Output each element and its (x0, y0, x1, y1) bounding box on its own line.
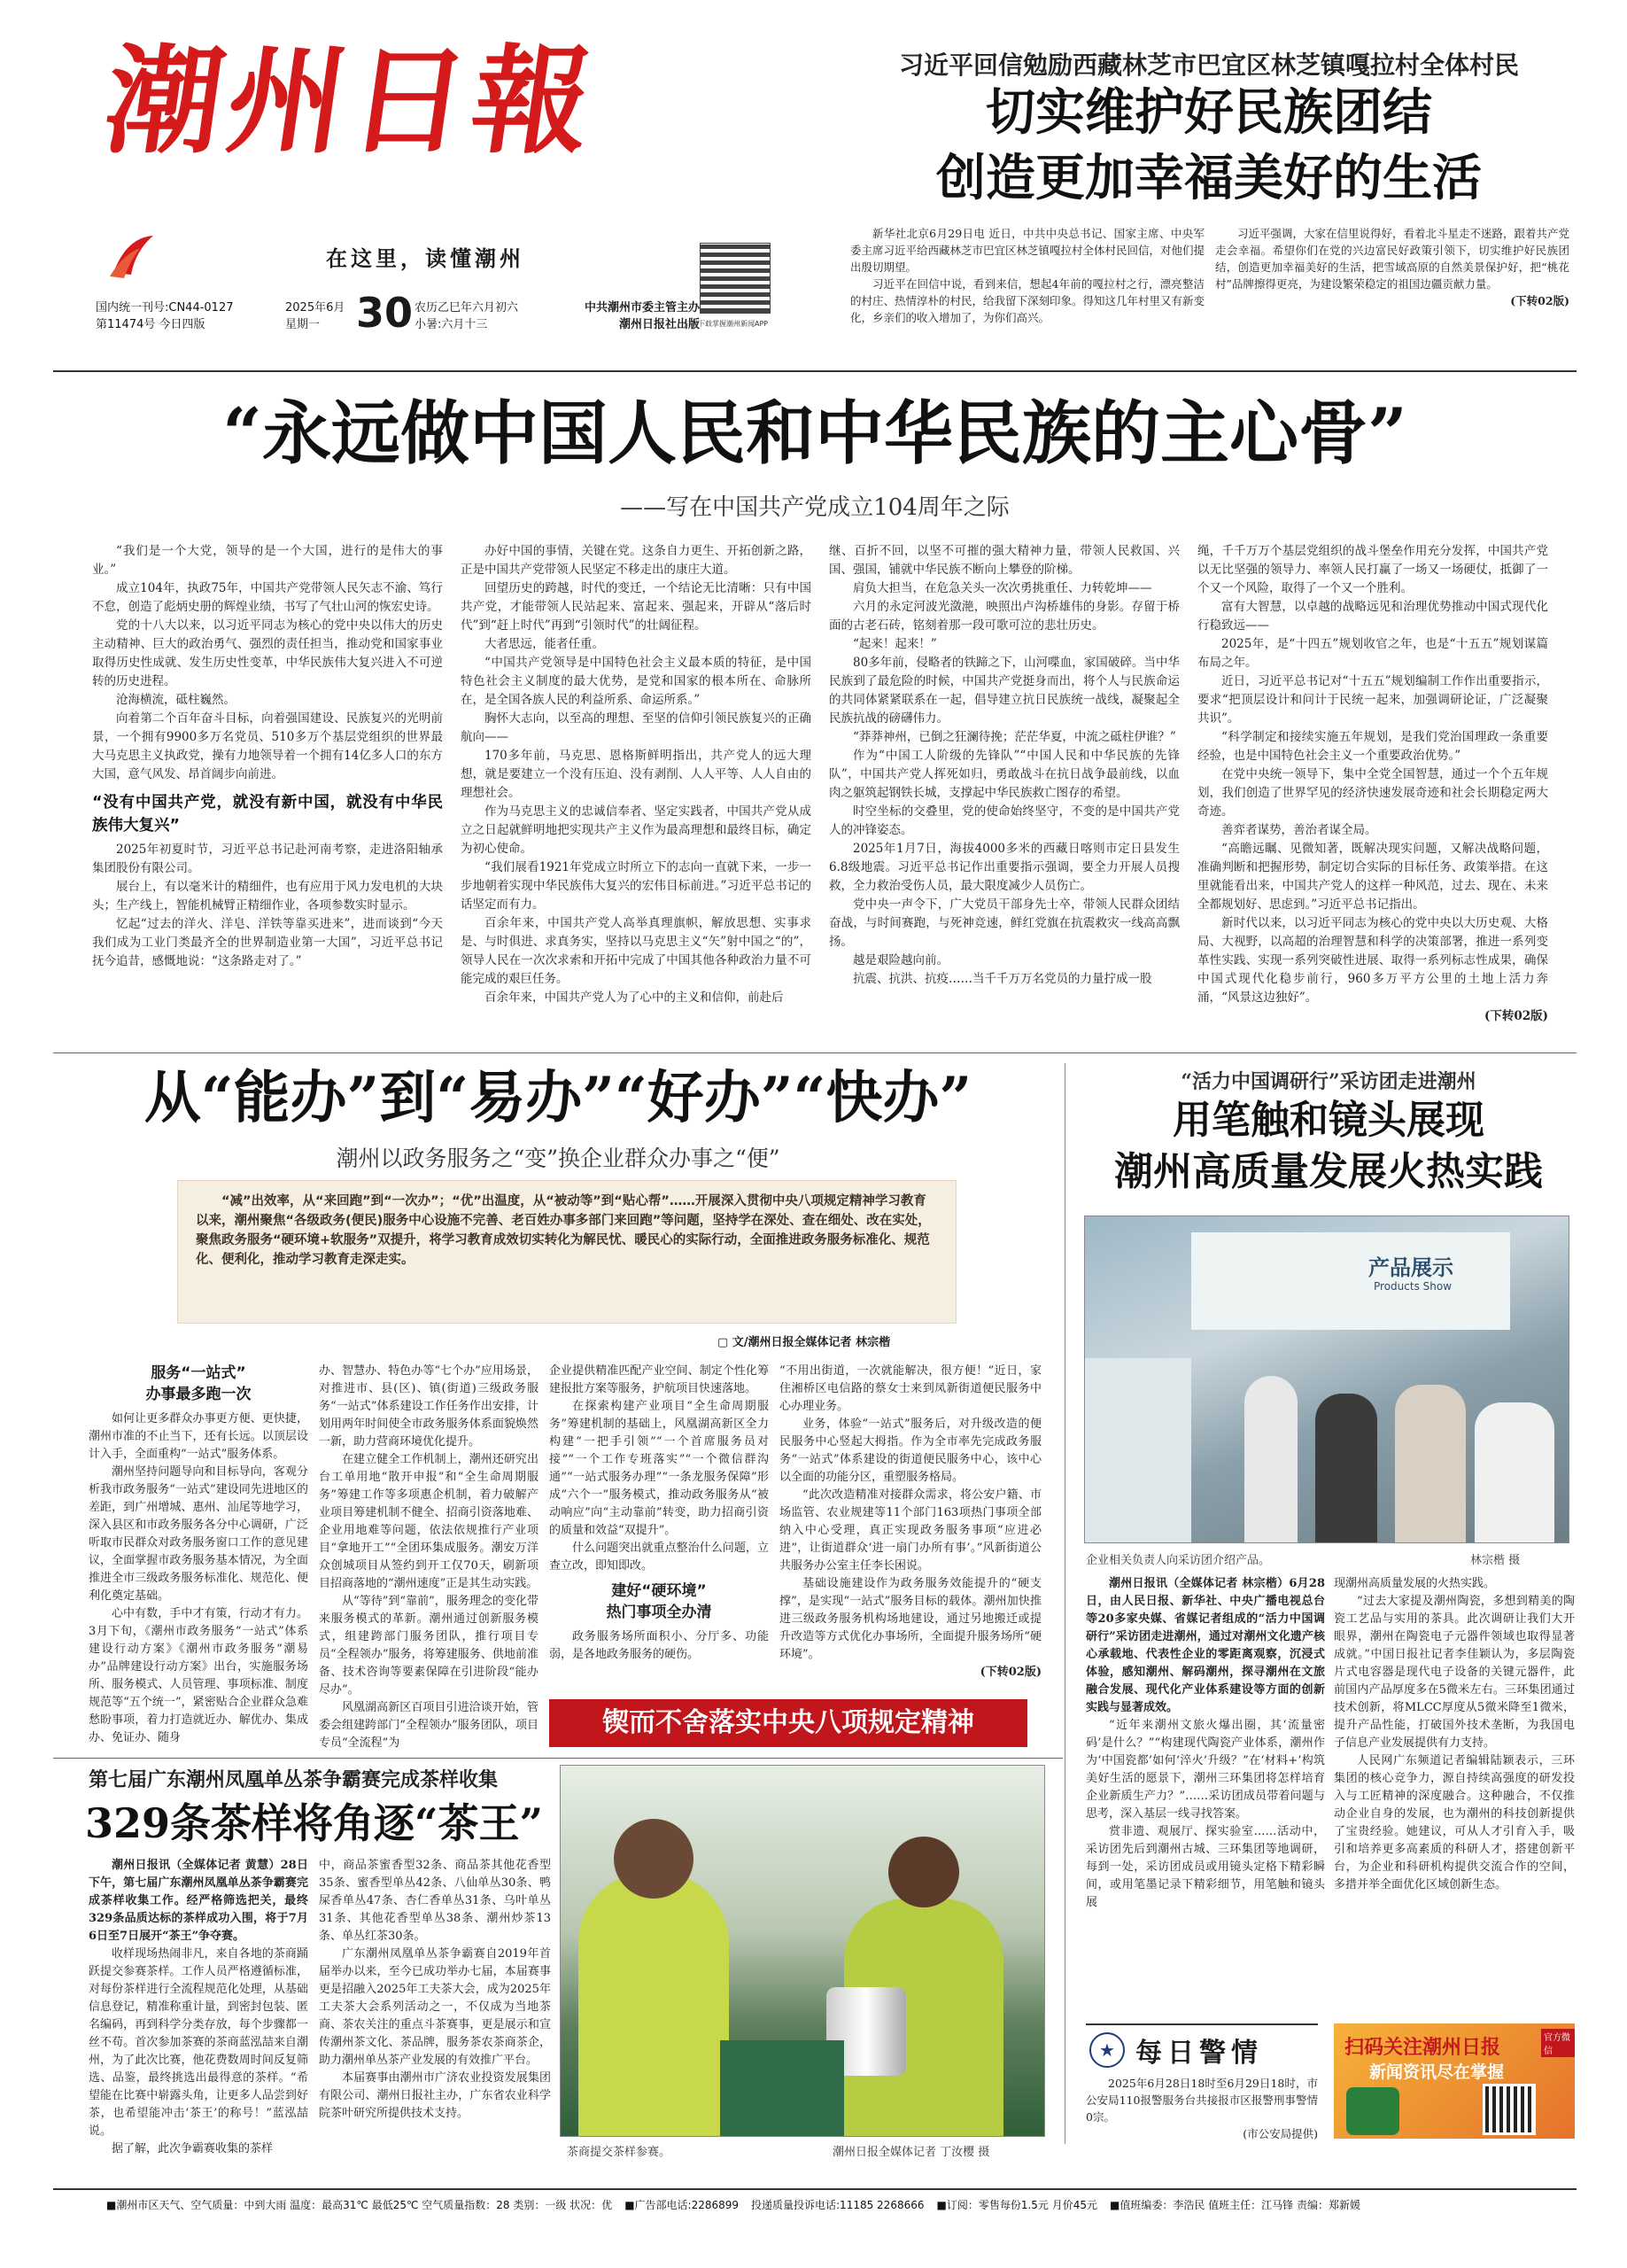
gov-col3: 企业提供精准匹配产业空间、制定个性化筹建报批方案等服务，护航项目快速落地。 在探索构建产业项目“全生命周期服务”筹建机制的基础上，风凰湖高新区全力构建“一把手引领”“一个首席服务员对接”“一个工作专班落实”“一个微信群沟通”“一站式服务办理”“一条龙服务保障”形成“六个一”服务模式，推动政务服务从“被动响应”向“主动靠前”转变，助力招商引资的质量和效益“双提升”。 什么问题突出就重点整治什么问题，立查立改，即知即改。 建好“硬环境” 热门事项全办清 政务服务场所面积小、分厅多、功能弱，是各地政务服务的硬伤。 (549, 1364, 769, 1661)
lead-story-title: “永远做中国人民和中华民族的主心骨” (222, 393, 1407, 474)
ad-line2: 新闻资讯尽在掌握 (1369, 2062, 1505, 2082)
newspaper-logo: 潮州日報 (97, 33, 605, 170)
lunar-date: 农历乙巳年六月初六 小暑:六月十三 (414, 301, 519, 331)
person-figure (1475, 1402, 1554, 1543)
table (720, 2040, 844, 2137)
right-story-kicker: “活力中国调研行”采访团走进潮州 (1181, 1070, 1476, 1093)
gov-col2: 办、智慧办、特色办等“七个办”应用场景，对推进市、县(区)、镇(街道)三级政务服务“一站式”体系建设工作任务作出安排，计划用两年时间使全市政务服务体系面貌焕然一新，助力营商环境优化提升。 在建立健全工作机制上，潮州还研究出台工单用地“散开申报”和“全生命周期服务”筹建工作等多项惠企机制，着力破解产业项目筹建机制不健全、招商引资落地难、企业用地难等问题，依法依规推行产业项目“拿地开工”“全团环集成服务。潮安万洋众创城项目从签约到开工仅70天，刷新项目招商落地的“潮州速度”正是其生动实践。 从“等待”到“靠前”，服务理念的变化带来服务模式的革新。潮州通过创新服务模式，组建跨部门服务团队，推行项目专员“全程领办”服务，将筹建服务、供地前准备、技术咨询等要素保障在引进阶段“能办尽办”。 风凰湖高新区百项目引进洽谈开始，管委会组建跨部门“全程领办”服务团队，项目专员“全流程”为 (319, 1364, 538, 1750)
right-story-title-2: 潮州高质量发展火热实践 (1114, 1149, 1543, 1194)
footer-subscribe: ■订阅：零售每份1.5元 月价45元 (936, 2199, 1098, 2211)
display-case (1085, 1358, 1191, 1543)
masthead (97, 33, 762, 204)
person-figure (1395, 1385, 1466, 1543)
phone-icon (1346, 2087, 1399, 2135)
gov-col4: “不用出街道，一次就能解决，很方便！”近日，家住湘桥区电信路的蔡女士来到凤新街道便民服务中心办理业务。 业务，体验“一站式”服务后，对升级改造的便民服务中心竖起大拇指。作为全市率先完成政务服务“一站式”体系建设的街道便民服务中心，该中心以全面的功能分区，重塑服务格局。 “此次改造精准对接群众需求，将公安户籍、市场监管、农业规建等11个部门163项热门事项全部纳入中心受理，真正实现政务服务事项“应进必进”，让街道群众‘进一扇门办所有事’。”风新街道公共服务办公室主任李长困说。 基础设施建设作为政务服务效能提升的“硬支撑”，是实现“一站式”服务目标的载体。潮州加快推进三级政务服务机构场地建设，通过另地搬迁或提升改造等方式优化办事场所，全面提升服务场所“硬环境”。 (下转02版) (779, 1364, 1042, 1679)
ad-line1: 扫码关注潮州日报 (1344, 2037, 1501, 2059)
ad-qr-code[interactable] (1483, 2084, 1536, 2135)
footer (106, 2197, 1577, 2212)
slogan: 在这里，读懂潮州 (326, 245, 524, 271)
issue-info: 国内统一刊号:CN44-0127 第11474号 今日四版 (96, 301, 234, 331)
sponsor-info: 中共潮州市委主管主办 潮州日报社出版 (585, 301, 701, 331)
divider (53, 1758, 1063, 1759)
right-story-title-1: 用笔触和镜头展现 (1173, 1098, 1484, 1143)
footer-editor: ■值班编委：李浩民 值班主任：江马锋 责编：郑新媛 (1110, 2199, 1360, 2211)
person-head (888, 1837, 959, 1907)
right-photo-credit: 林宗楷 摄 (1470, 1554, 1521, 1567)
footer-rule (53, 2188, 1577, 2190)
police-box (1086, 2023, 1318, 2139)
gov-subhead-2: 建好“硬环境” 热门事项全办清 (606, 1582, 712, 1621)
right-col1: 潮州日报讯（全媒体记者 林宗楷）6月28日，由人民日报、新华社、中央广播电视总台等20多家央媒、省媒记者组成的“活力中国调研行”采访团走进潮州，通过对潮州文化遗产核心承载地、代表性企业的零距离观察，沉浸式体验，感知潮州、解码潮州，探寻潮州在文旅融合发展、现代化产业体系建设等方面的创新实践与显著成效。 “近年来潮州文旅火爆出圈，其‘流量密码’是什么？”“构建现代陶瓷产业体系，潮州作为‘中国瓷都’如何‘淬火’升级？”在‘材料+’构筑美好生活的愿景下，潮州三环集团将怎样培育企业新质生产力？”……采访团成员带着问题与思考，深入基层一线寻找答案。 赏非遗、观展厅、探实验室……活动中，采访团先后到潮州古城、三环集团等地调研，每到一处，采访团成员或用镜头定格下精彩瞬间，或用笔墨记录下精彩细节，用笔触和镜头展 (1086, 1577, 1325, 1909)
ad-tag: 官方微信 (1541, 2029, 1575, 2057)
tea-photo-caption: 茶商提交茶样参赛。 (567, 2146, 671, 2159)
lead-col3: 继、百折不回，以坚不可摧的强大精神力量，带领人民救国、兴国、强国，铺就中华民族不断向上攀登的阶梯。 肩负大担当，在危急关头一次次勇挑重任、力转乾坤—— 六月的永定河波光潋滟，映照出卢沟桥雄伟的身影。存留于桥面的古老石砖，铭刻着那一段可歌可泣的悲壮历史。 “起来！起来！” 80多年前，侵略者的铁蹄之下，山河喋血，家国破碎。当中华民族到了最危险的时候，中国共产党挺身而出，将个人与民族命运的共同体紧紧联系在一起，倡导建立抗日民族统一战线，凝聚起全民族抗战的磅礴伟力。 “莽莽神州，已倒之狂澜待挽；茫茫华夏，中流之砥柱伊谁？” 作为“中国工人阶级的先锋队”“中国人民和中华民族的先锋队”，中国共产党人挥死如归，勇敢战斗在抗日战争最前线，以血肉之躯筑起钢铁长城，支撑起中华民族救亡图存的希望。 时空坐标的交叠里，党的使命始终坚守，不变的是中国共产党人的冲锋姿态。 2025年1月7日，海拔4000多米的西藏日喀则市定日县发生6.8级地震。习近平总书记作出重要指示强调，要全力开展人员搜救，全力救治受伤人员，最大限度减少人员伤亡。 党中央一声令下，广大党员干部身先士卒，带领人民群众团结奋战，与时间赛跑，与死神竞速，鲜红党旗在抗震救灾一线高高飘扬。 越是艰险越向前。 抗震、抗洪、抗疫……当千千万万名党员的力量拧成一股 (829, 544, 1180, 986)
showroom-wall: 产品展示 Products Show (1191, 1232, 1510, 1330)
top-story-title-1: 切实维护好民族团结 (986, 83, 1432, 142)
police-title: 每日警情 (1135, 2038, 1263, 2069)
tea-photo-credit: 潮州日报全媒体记者 丁汝樱 摄 (833, 2146, 990, 2159)
divider (53, 370, 1577, 372)
tea-col2: 中，商品茶蜜香型32条、商品茶其他花香型35条、蜜香型单丛42条、八仙单丛30条、鸭屎香单丛47条、杏仁香单丛31条、乌叶单丛31条、其他花香型单丛38条、潮州炒茶13条、单丛红茶30条。 广东潮州凤凰单丛茶争霸赛自2019年首届举办以来，至今已成功举办七届，本届赛事更是招融入2025年工夫茶大会，成为2025年工夫茶大会系列活动之一，不仅成为当地茶商、茶农关注的重点斗茶赛事，更是展示和宣传潮州茶文化、茶品牌，服务茶农茶商茶企，助力潮州单丛茶产业发展的有效推广平台。 本届赛事由潮州市广济农业投资发展集团有限公司、潮州日报社主办，广东省农业科学院茶叶研究所提供技术支持。 (319, 1859, 551, 2120)
date-block: 2025年6月 星期一 (285, 301, 345, 331)
top-story-col1: 新华社北京6月29日电 近日，中共中央总书记、国家主席、中央军委主席习近平给西藏林芝市巴宜区林芝镇嘎拉村全体村民回信，对他们提出殷切期望。 习近平在回信中说，看到来信，想起4年前的嘎拉村之行，漂亮整洁的村庄、热情淳朴的村民，给我留下深刻印象。得知这几年村里又有新变化，乡亲们的收入增加了，为你们高兴。 (850, 227, 1205, 324)
footer-complaint: 投递质量投诉电话:11185 2268666 (751, 2199, 925, 2211)
wechat-ad[interactable] (1334, 2023, 1575, 2139)
lead-col1: “我们是一个大党，领导的是一个大国，进行的是伟大的事业。” 成立104年，执政75年，中国共产党带领人民矢志不渝、笃行不怠，创造了彪炳史册的辉煌业绩，书写了气壮山河的恢宏史诗。 党的十八大以来，以习近平同志为核心的党中央以伟大的历史主动精神、巨大的政治勇气、强烈的责任担当，推动党和国家事业取得历史性成就、发生历史性变革，中华民族伟大复兴进入不可逆转的历史进程。 沧海横流，砥柱巍然。 向着第二个百年奋斗目标，向着强国建设、民族复兴的光明前景，一个拥有9900多万名党员、510多万个基层党组织的世界最大马克思主义执政党，操有力地领导着一个拥有14亿多人口的东方大国，意气风发、昂首阔步向前进。 “没有中国共产党，就没有新中国，就没有中华民族伟大复兴” 2025年初夏时节，习近平总书记赴河南考察，走进洛阳轴承集团股份有限公司。 展台上，有以毫米计的精细件，也有应用于风力发电机的大块头；生产线上，智能机械臂正精细作业，各项参数实时显示。 忆起“过去的洋火、洋皂、洋铁等靠买进来”，进而谈到“今天我们成为工业门类最齐全的世界制造业第一大国”，习近平总书记抚今追昔，感慨地说：“这条路走对了。” (92, 544, 443, 968)
tea-col1: 潮州日报讯（全媒体记者 黄慧）28日下午，第七届广东潮州凤凰单丛茶争霸赛完成茶样收集工作。经严格筛选把关，最终329条品质达标的茶样成功入围，将于7月6日至7日展开“茶王”争夺赛。 收样现场热闹非凡，来自各地的茶商踊跃提交参赛茶样。工作人员严格遵循标准，对每份茶样进行全流程规范化处理，从基础信息登记，精准称重计量，到密封包装、匿名编码，再到科学分类存放，每个步骤都一丝不苟。首次参加茶赛的茶商蓝泓喆来自潮州，为了此次比赛，他花费数周时间反复筛选、品鉴，最终挑选出最得意的茶样。“希望能在比赛中崭露头角，让更多人品尝到好茶，也希望能冲击‘茶王’的称号！”蓝泓喆说。 据了解，此次争霸赛收集的茶样 (89, 1859, 308, 2155)
person-figure (1244, 1376, 1298, 1543)
tea-photo (560, 1765, 1045, 2137)
gov-byline: ▢ 文/潮州日报全媒体记者 林宗楷 (717, 1336, 891, 1349)
gov-story-title: 从“能办”到“易办”“好办”“快办” (143, 1065, 972, 1131)
lead-story-subtitle: ——写在中国共产党成立104周年之际 (620, 494, 1010, 521)
right-story-photo (1084, 1216, 1569, 1543)
police-badge-icon: ★ (1089, 2032, 1125, 2068)
right-col2: 现潮州高质量发展的火热实践。 “过去大家提及潮州陶瓷，多想到精美的陶瓷工艺品与实用的茶具。此次调研让我们大开眼界，潮州在陶瓷电子元器件领域也取得显著成就。”中国日报社记者李佳颖认为，多层陶瓷片式电容器是现代电子设备的关键元器件，此前国内产品厚度多在5微米左右。三环集团通过技术创新，将MLCC厚度从5微米降至1微米，提升产品性能，打破国外技术垄断，为我国电子信息产业发展提供有力支持。 人民网广东频道记者编辑陆颖表示，三环集团的核心竞争力，源自持续高强度的研发投入与工匠精神的深度融合。这种融合，不仅推动企业自身的发展，也为潮州的科技创新提供了宝贵经验。她建议，可从人才引育入手，吸引和培养更多高素质的科研人才，搭建创新平台，为企业和科研机构提供交流合作的空间，多措并举全面优化区域创新生态。 (1334, 1577, 1575, 1891)
tea-story-kicker: 第七届广东潮州凤凰单丛茶争霸赛完成茶样收集 (89, 1768, 499, 1791)
footer-ad-phone: ■广告部电话:2286899 (624, 2199, 740, 2211)
lead-col2: 办好中国的事情，关键在党。这条自力更生、开拓创新之路，正是中国共产党带领人民坚定不移走出的康庄大道。 回望历史的跨越，时代的变迁，一个结论无比清晰：只有中国共产党，才能带领人民站起来、富起来、强起来，开辟从“落后时代”到“赶上时代”再到“引领时代”的壮阔征程。 大者思远，能者任重。 “中国共产党领导是中国特色社会主义最本质的特征，是中国特色社会主义制度的最大优势，是党和国家的根本所在、命脉所在，是全国各族人民的利益所系、命运所系。” 胸怀大志向，以至高的理想、至坚的信仰引领民族复兴的正确航向—— 170多年前，马克思、恩格斯鲜明指出，共产党人的远大理想，就是要建立一个没有压迫、没有剥削、人人平等、人人自由的理想社会。 作为马克思主义的忠诚信奉者、坚定实践者，中国共产党从成立之日起就鲜明地把实现共产主义作为最高理想和最终目标，确定为初心使命。 “我们展看1921年党成立时所立下的志向一直就下来，一步一步地朝着实现中华民族伟大复兴的宏伟目标前进。”习近平总书记的话坚定而有力。 百余年来，中国共产党人高举真理旗帜，解放思想、实事求是、与时俱进、求真务实，坚持以马克思主义“矢”射中国之“的”，领导人民在一次次求索和开拓中完成了中国其他各种政治力量不可能完成的艰巨任务。 百余年来，中国共产党人为了心中的主义和信仰，前赴后 (461, 544, 811, 1005)
top-story-kicker: 习近平回信勉励西藏林芝市巴宜区林芝镇嘎拉村全体村民 (898, 50, 1519, 80)
lead-subhead: “没有中国共产党，就没有新中国，就没有中华民族伟大复兴” (92, 794, 443, 835)
person-head (614, 1819, 693, 1899)
police-text: 2025年6月28日18时至6月29日18时，市公安局110报警服务台共接报市区报警刑事警情0宗。 (市公安局提供) (1086, 2077, 1318, 2140)
right-photo-caption: 企业相关负责人向采访团介绍产品。 (1086, 1554, 1271, 1567)
gov-story-subtitle: 潮州以政务服务之“变”换企业群众办事之“便” (336, 1146, 780, 1171)
date-day: 30 (356, 289, 414, 337)
person-figure (578, 1872, 729, 2137)
qr-code[interactable] (700, 243, 771, 314)
gov-col1: 如何让更多群众办事更方便、更快捷，潮州市准的不止当下，还有长远。以顶层设计入手，全面重构“一站式”服务体系。 潮州坚持问题导向和目标导向，客观分析我市政务服务“一站式”建设同先进地区的差距，到广州增城、惠州、汕尾等地学习，深入县区和市政务服务各分中心调研，广泛听取市民群众对政务服务窗口工作的意见建议，全面掌握市政务服务基本情况，为全面推进全市三级政务服务标准化、规范化、便利化奠定基础。 心中有数，手中才有策，行动才有力。3月下旬，《潮州市政务服务“一站式”体系建设行动方案》《潮州市政务服务“潮易办”品牌建设行动方案》出台，实施服务场所、服务模式、人员管理、事项标准、制度规范等“五个统一”，紧密贴合企业群众急难愁盼事项，着力打造就近办、解优办、集成办、免证办、随身 (89, 1412, 308, 1744)
logo-emblem-icon (105, 229, 158, 282)
gov-subhead-1: 服务“一站式” 办事最多跑一次 (145, 1364, 252, 1403)
banner-eight-rules: 锲而不舍落实中央八项规定精神 (549, 1699, 1027, 1747)
qr-label: 扫码下载掌握潮州新闻APP (684, 320, 769, 328)
gov-story-lead-box: “减”出效率，从“来回跑”到“一次办”；“优”出温度，从“被动等”到“贴心帮”……开展深入贯彻中央八项规定精神学习教育以来，潮州聚焦“各级政务(便民)服务中心设施不完善、老百姓办事多部门来回跑”等问题，坚持学在深处、查在细处、改在实处，聚焦政务服务“硬环境+软服务”双提升，将学习教育成效切实转化为解民忧、暖民心的实际行动，全面推进政务服务标准化、规范化、便利化，推动学习教育走深走实。 (177, 1180, 957, 1324)
lead-col4: 绳，千千万万个基层党组织的战斗堡垒作用充分发挥，中国共产党以无比坚强的领导力、率领人民打赢了一场又一场硬仗，抵御了一个又一个风险，取得了一个又一个胜利。 富有大智慧，以卓越的战略远见和治理优势推动中国式现代化行稳致远—— 2025年，是“十四五”规划收官之年，也是“十五五”规划谋篇布局之年。 近日，习近平总书记对“十五五”规划编制工作作出重要指示，要求“把顶层设计和问计于民统一起来，加强调研论证，广泛凝聚共识”。 “科学制定和接续实施五年规划，是我们党治国理政一条重要经验，也是中国特色社会主义一个重要政治优势。” 在党中央统一领导下，集中全党全国智慧，通过一个个五年规划，我们创造了世界罕见的经济快速发展奇迹和社会长期稳定两大奇迹。 善弈者谋势，善治者谋全局。 “高瞻远瞩、见微知著，既解决现实问题，又解决战略问题，准确判断和把握形势，制定切合实际的目标任务、政策举措。在这里就能看出来，中国共产党人的这样一种风范，过去、现在、未来全都规划好、思虑到。”习近平总书记指出。 新时代以来，以习近平同志为核心的党中央以大历史观、大格局、大视野，以高超的治理智慧和科学的决策部署，推进一系列变革性实践、实现一系列突破性进展、取得一系列标志性成果，确保中国式现代化稳步前行，960多万平方公里的土地上活力奔涌，“风景这边独好”。 (下转02版) (1197, 544, 1548, 1023)
tea-story-title: 329条茶样将角逐“茶王” (85, 1799, 543, 1847)
divider (53, 1052, 1577, 1053)
top-story-title-2: 创造更加幸福美好的生活 (936, 149, 1482, 207)
top-story-col2: 习近平强调，大家在信里说得好，看着北斗星走不迷路，跟着共产党走会幸福。希望你们在党的兴边富民好政策引领下，切实维护好民族团结，创造更加幸福美好的生活，把雪域高原的自然美景保护好，把“桃花村”品牌擦得更亮，为建设繁荣稳定的祖国边疆贡献力量。 (下转02版) (1215, 227, 1570, 307)
person-figure (1315, 1394, 1377, 1543)
footer-weather: ■潮州市区天气、空气质量：中到大雨 温度：最高31℃ 最低25℃ 空气质量指数：28 类别：一级 状况：优 (106, 2199, 613, 2211)
